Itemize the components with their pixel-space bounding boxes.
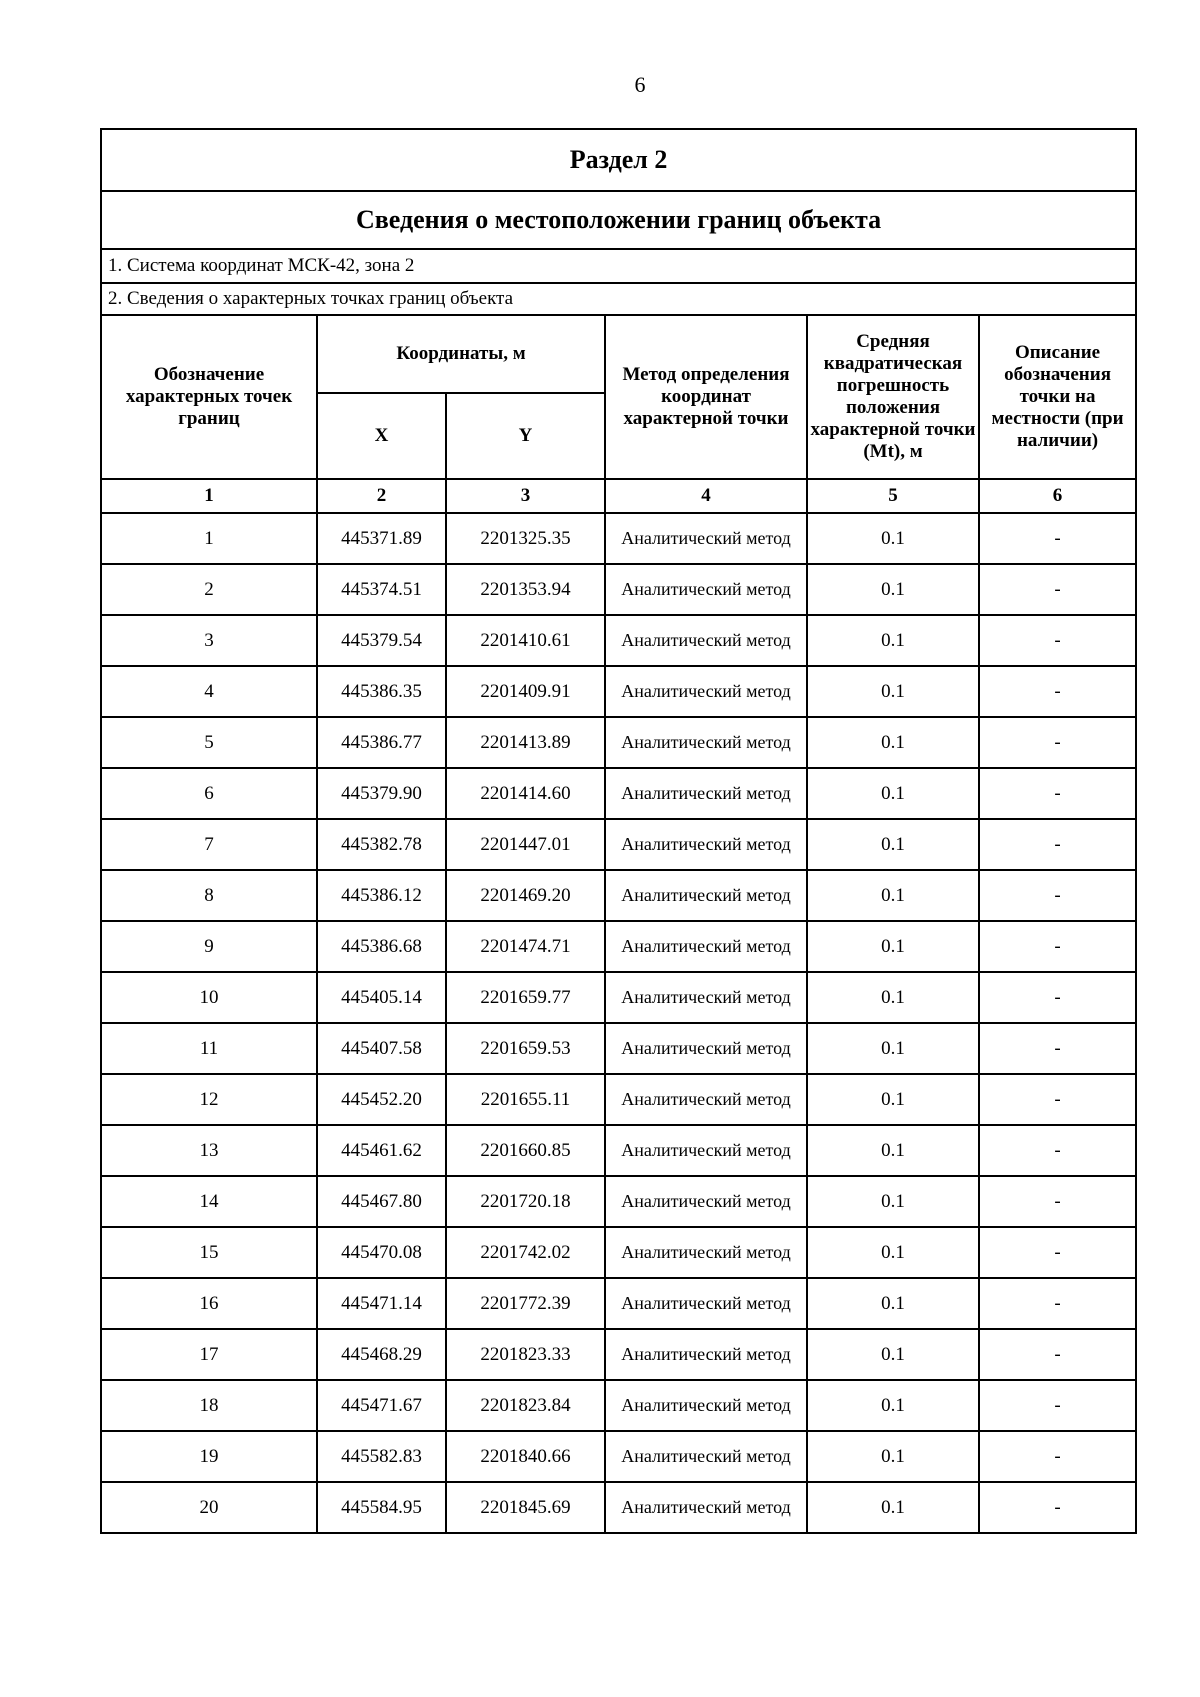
- header-y: Y: [446, 393, 605, 479]
- error-cell: 0.1: [807, 615, 979, 666]
- error-cell: 0.1: [807, 666, 979, 717]
- error-cell: 0.1: [807, 921, 979, 972]
- error-cell: 0.1: [807, 1227, 979, 1278]
- method-cell: Аналитический метод: [605, 1074, 807, 1125]
- method-cell: Аналитический метод: [605, 1278, 807, 1329]
- error-cell: 0.1: [807, 1380, 979, 1431]
- x-coordinate-cell: 445461.62: [317, 1125, 446, 1176]
- table-row: [101, 819, 1136, 870]
- method-cell: Аналитический метод: [605, 717, 807, 768]
- point-id-cell: 1: [101, 513, 317, 564]
- description-cell: -: [979, 1125, 1136, 1176]
- column-number: 2: [317, 479, 446, 513]
- x-coordinate-cell: 445471.14: [317, 1278, 446, 1329]
- point-id-cell: 15: [101, 1227, 317, 1278]
- description-cell: -: [979, 513, 1136, 564]
- error-cell: 0.1: [807, 564, 979, 615]
- x-coordinate-cell: 445471.67: [317, 1380, 446, 1431]
- x-coordinate-cell: 445582.83: [317, 1431, 446, 1482]
- y-coordinate-cell: 2201474.71: [446, 921, 605, 972]
- header-x: X: [317, 393, 446, 479]
- point-id-cell: 13: [101, 1125, 317, 1176]
- error-cell: 0.1: [807, 1329, 979, 1380]
- method-cell: Аналитический метод: [605, 666, 807, 717]
- point-id-cell: 17: [101, 1329, 317, 1380]
- table-row: [101, 513, 1136, 564]
- error-cell: 0.1: [807, 1023, 979, 1074]
- table-row: [101, 1380, 1136, 1431]
- y-coordinate-cell: 2201447.01: [446, 819, 605, 870]
- table-row: [101, 972, 1136, 1023]
- y-coordinate-cell: 2201742.02: [446, 1227, 605, 1278]
- description-cell: -: [979, 717, 1136, 768]
- section-subtitle: Сведения о местоположении границ объекта: [101, 191, 1136, 249]
- method-cell: Аналитический метод: [605, 819, 807, 870]
- column-number: 1: [101, 479, 317, 513]
- table-row: [101, 615, 1136, 666]
- x-coordinate-cell: 445386.35: [317, 666, 446, 717]
- x-coordinate-cell: 445405.14: [317, 972, 446, 1023]
- table-row: [101, 768, 1136, 819]
- point-id-cell: 10: [101, 972, 317, 1023]
- error-cell: 0.1: [807, 972, 979, 1023]
- table-row: [101, 1023, 1136, 1074]
- point-id-cell: 18: [101, 1380, 317, 1431]
- header-description: Описание обозначения точки на местности (при наличии): [979, 315, 1136, 479]
- y-coordinate-cell: 2201353.94: [446, 564, 605, 615]
- x-coordinate-cell: 445374.51: [317, 564, 446, 615]
- column-number-row: [101, 479, 1136, 513]
- y-coordinate-cell: 2201823.84: [446, 1380, 605, 1431]
- y-coordinate-cell: 2201823.33: [446, 1329, 605, 1380]
- point-id-cell: 12: [101, 1074, 317, 1125]
- x-coordinate-cell: 445468.29: [317, 1329, 446, 1380]
- error-cell: 0.1: [807, 1176, 979, 1227]
- column-number: 4: [605, 479, 807, 513]
- table-row: [101, 564, 1136, 615]
- method-cell: Аналитический метод: [605, 1176, 807, 1227]
- description-cell: -: [979, 1227, 1136, 1278]
- page-number: 6: [634, 72, 646, 97]
- y-coordinate-cell: 2201659.53: [446, 1023, 605, 1074]
- point-id-cell: 20: [101, 1482, 317, 1533]
- point-id-cell: 11: [101, 1023, 317, 1074]
- error-cell: 0.1: [807, 1074, 979, 1125]
- table-row: [101, 717, 1136, 768]
- method-cell: Аналитический метод: [605, 1023, 807, 1074]
- method-cell: Аналитический метод: [605, 1125, 807, 1176]
- description-cell: -: [979, 615, 1136, 666]
- error-cell: 0.1: [807, 513, 979, 564]
- method-cell: Аналитический метод: [605, 870, 807, 921]
- description-cell: -: [979, 921, 1136, 972]
- points-info-line: 2. Сведения о характерных точках границ объекта: [101, 283, 1136, 315]
- description-cell: -: [979, 1329, 1136, 1380]
- table-row: [101, 666, 1136, 717]
- method-cell: Аналитический метод: [605, 972, 807, 1023]
- description-cell: -: [979, 1176, 1136, 1227]
- method-cell: Аналитический метод: [605, 1482, 807, 1533]
- x-coordinate-cell: 445467.80: [317, 1176, 446, 1227]
- y-coordinate-cell: 2201840.66: [446, 1431, 605, 1482]
- description-cell: -: [979, 870, 1136, 921]
- description-cell: -: [979, 768, 1136, 819]
- error-cell: 0.1: [807, 717, 979, 768]
- table-row: [101, 921, 1136, 972]
- table-row: [101, 1278, 1136, 1329]
- point-id-cell: 14: [101, 1176, 317, 1227]
- method-cell: Аналитический метод: [605, 768, 807, 819]
- error-cell: 0.1: [807, 819, 979, 870]
- x-coordinate-cell: 445584.95: [317, 1482, 446, 1533]
- y-coordinate-cell: 2201660.85: [446, 1125, 605, 1176]
- description-cell: -: [979, 972, 1136, 1023]
- x-coordinate-cell: 445407.58: [317, 1023, 446, 1074]
- point-id-cell: 5: [101, 717, 317, 768]
- method-cell: Аналитический метод: [605, 513, 807, 564]
- boundary-points-table: [100, 128, 1137, 1534]
- point-id-cell: 19: [101, 1431, 317, 1482]
- table-row: [101, 1074, 1136, 1125]
- x-coordinate-cell: 445379.90: [317, 768, 446, 819]
- error-cell: 0.1: [807, 1125, 979, 1176]
- description-cell: -: [979, 564, 1136, 615]
- header-coordinates: Координаты, м: [317, 315, 605, 393]
- table-row: [101, 870, 1136, 921]
- column-number: 5: [807, 479, 979, 513]
- table-row: [101, 1176, 1136, 1227]
- point-id-cell: 3: [101, 615, 317, 666]
- description-cell: -: [979, 1074, 1136, 1125]
- method-cell: Аналитический метод: [605, 1329, 807, 1380]
- header-method: Метод определения координат характерной точки: [605, 315, 807, 479]
- section-title: Раздел 2: [101, 129, 1136, 191]
- y-coordinate-cell: 2201845.69: [446, 1482, 605, 1533]
- column-number: 6: [979, 479, 1136, 513]
- point-id-cell: 16: [101, 1278, 317, 1329]
- x-coordinate-cell: 445379.54: [317, 615, 446, 666]
- description-cell: -: [979, 1278, 1136, 1329]
- error-cell: 0.1: [807, 768, 979, 819]
- error-cell: 0.1: [807, 1482, 979, 1533]
- description-cell: -: [979, 1380, 1136, 1431]
- method-cell: Аналитический метод: [605, 615, 807, 666]
- header-designation: Обозначение характерных точек границ: [101, 315, 317, 479]
- x-coordinate-cell: 445386.77: [317, 717, 446, 768]
- table-row: [101, 1482, 1136, 1533]
- description-cell: -: [979, 1023, 1136, 1074]
- description-cell: -: [979, 666, 1136, 717]
- table-row: [101, 1431, 1136, 1482]
- description-cell: -: [979, 1431, 1136, 1482]
- x-coordinate-cell: 445386.12: [317, 870, 446, 921]
- y-coordinate-cell: 2201325.35: [446, 513, 605, 564]
- coordinate-system-line: 1. Система координат МСК-42, зона 2: [101, 249, 1136, 283]
- header-error: Средняя квадратическая погрешность положения характерной точки (Мt), м: [807, 315, 979, 479]
- y-coordinate-cell: 2201720.18: [446, 1176, 605, 1227]
- method-cell: Аналитический метод: [605, 1227, 807, 1278]
- description-cell: -: [979, 1482, 1136, 1533]
- y-coordinate-cell: 2201414.60: [446, 768, 605, 819]
- description-cell: -: [979, 819, 1136, 870]
- table-row: [101, 1125, 1136, 1176]
- method-cell: Аналитический метод: [605, 1431, 807, 1482]
- point-id-cell: 2: [101, 564, 317, 615]
- error-cell: 0.1: [807, 1431, 979, 1482]
- y-coordinate-cell: 2201469.20: [446, 870, 605, 921]
- method-cell: Аналитический метод: [605, 921, 807, 972]
- y-coordinate-cell: 2201772.39: [446, 1278, 605, 1329]
- point-id-cell: 9: [101, 921, 317, 972]
- table-row: [101, 1329, 1136, 1380]
- error-cell: 0.1: [807, 1278, 979, 1329]
- method-cell: Аналитический метод: [605, 1380, 807, 1431]
- point-id-cell: 4: [101, 666, 317, 717]
- y-coordinate-cell: 2201410.61: [446, 615, 605, 666]
- y-coordinate-cell: 2201659.77: [446, 972, 605, 1023]
- point-id-cell: 8: [101, 870, 317, 921]
- x-coordinate-cell: 445386.68: [317, 921, 446, 972]
- y-coordinate-cell: 2201413.89: [446, 717, 605, 768]
- point-id-cell: 7: [101, 819, 317, 870]
- table-row: [101, 1227, 1136, 1278]
- error-cell: 0.1: [807, 870, 979, 921]
- x-coordinate-cell: 445470.08: [317, 1227, 446, 1278]
- x-coordinate-cell: 445452.20: [317, 1074, 446, 1125]
- y-coordinate-cell: 2201655.11: [446, 1074, 605, 1125]
- y-coordinate-cell: 2201409.91: [446, 666, 605, 717]
- method-cell: Аналитический метод: [605, 564, 807, 615]
- x-coordinate-cell: 445371.89: [317, 513, 446, 564]
- column-number: 3: [446, 479, 605, 513]
- point-id-cell: 6: [101, 768, 317, 819]
- x-coordinate-cell: 445382.78: [317, 819, 446, 870]
